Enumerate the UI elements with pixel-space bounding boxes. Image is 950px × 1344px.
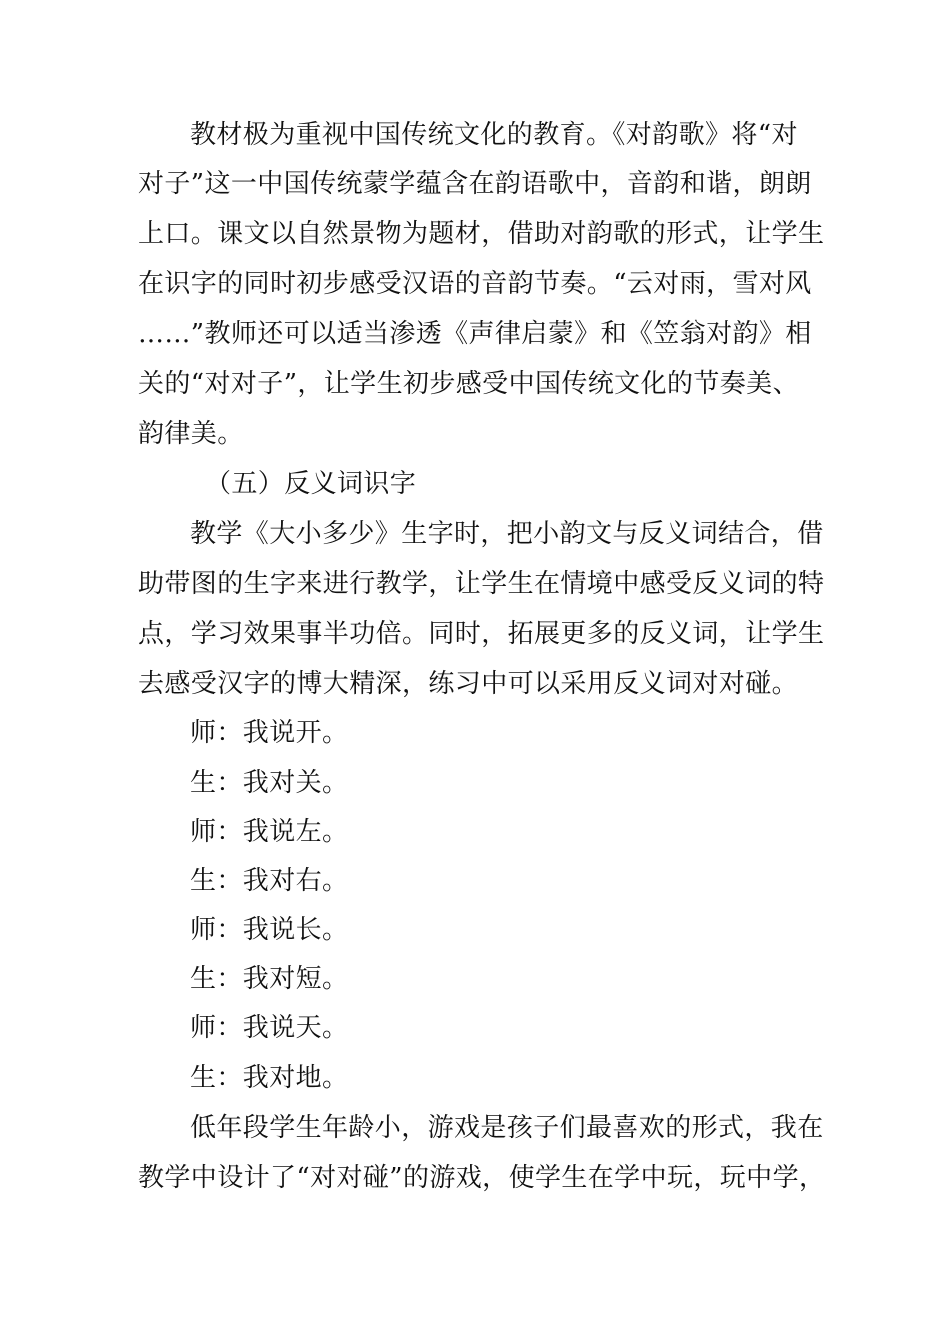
paragraph-1-line-6: 关的“对对子”，让学生初步感受中国传统文化的节奏美、 [138, 369, 799, 399]
dialogue-line: 生：我对右。 [190, 866, 349, 896]
paragraph-2-line-4: 去感受汉字的博大精深，练习中可以采用反义词对对碰。 [138, 669, 799, 699]
paragraph-1-line-2: 对子”这一中国传统蒙学蕴含在韵语歌中，音韵和谐，朗朗 [138, 169, 812, 199]
paragraph-2-line-1: 教学《大小多少》生字时，把小韵文与反义词结合，借 [190, 519, 824, 549]
paragraph-3-line-2: 教学中设计了“对对碰”的游戏，使学生在学中玩，玩中学， [138, 1163, 826, 1193]
dialogue-line: 生：我对关。 [190, 768, 349, 798]
paragraph-2-line-2: 助带图的生字来进行教学，让学生在情境中感受反义词的特 [138, 569, 825, 599]
dialogue-line: 师：我说开。 [190, 718, 349, 748]
dialogue-line: 师：我说天。 [190, 1013, 349, 1043]
paragraph-1-line-3: 上口。课文以自然景物为题材，借助对韵歌的形式，让学生 [138, 219, 825, 249]
section-heading: （五）反义词识字 [205, 469, 417, 499]
paragraph-2-line-3: 点，学习效果事半功倍。同时，拓展更多的反义词，让学生 [138, 619, 825, 649]
dialogue-line: 师：我说长。 [190, 915, 349, 945]
paragraph-1-line-4: 在识字的同时初步感受汉语的音韵节奏。“云对雨，雪对风 [138, 269, 812, 299]
dialogue-line: 生：我对地。 [190, 1063, 349, 1093]
dialogue-line: 生：我对短。 [190, 964, 349, 994]
paragraph-1-line-5: ……”教师还可以适当渗透《声律启蒙》和《笠翁对韵》相 [138, 319, 812, 349]
paragraph-3-line-1: 低年段学生年龄小，游戏是孩子们最喜欢的形式，我在 [190, 1113, 824, 1143]
paragraph-1-line-1: 教材极为重视中国传统文化的教育。《对韵歌》将“对 [190, 120, 798, 150]
paragraph-1-line-7: 韵律美。 [138, 419, 244, 449]
dialogue-line: 师：我说左。 [190, 817, 349, 847]
